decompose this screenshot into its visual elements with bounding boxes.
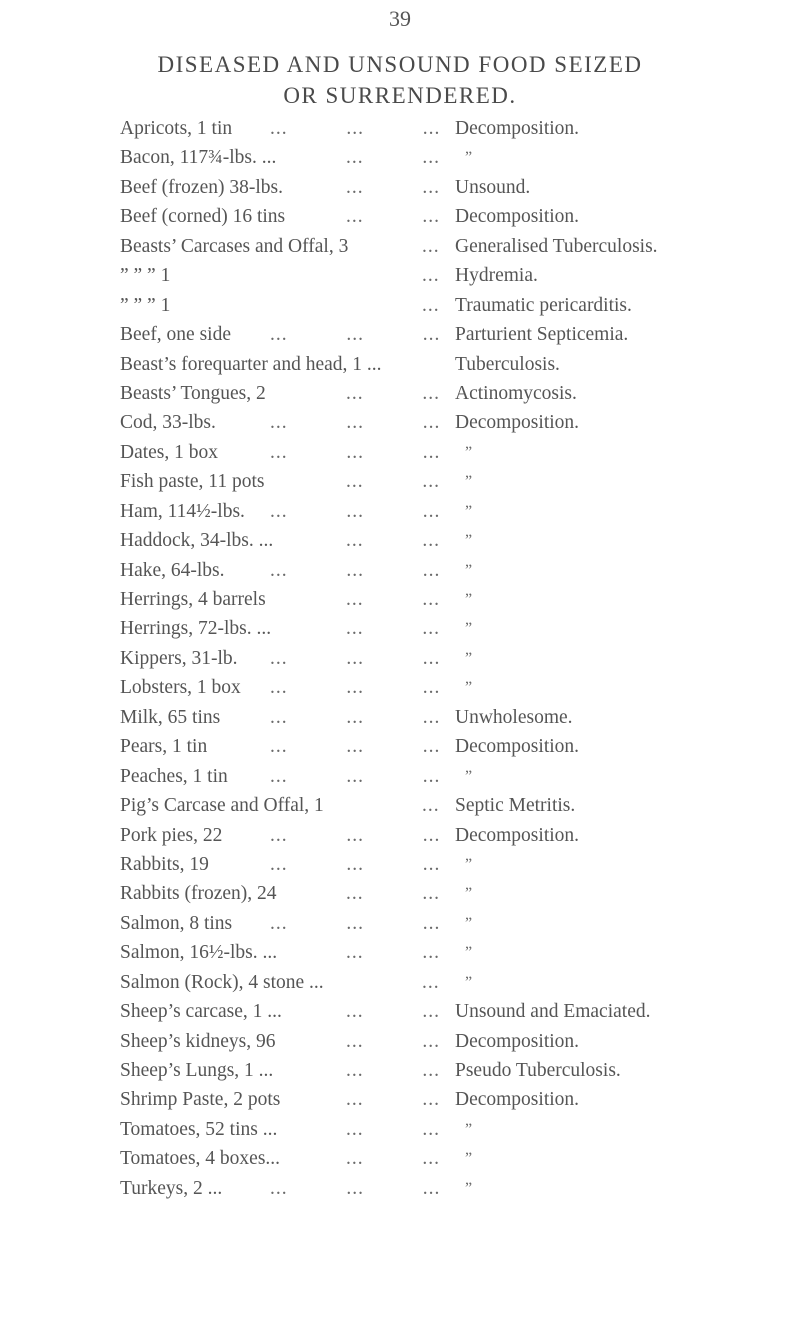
leader-dots: ... ... [346, 883, 440, 905]
leader-dots: ... ... ... [270, 736, 441, 758]
leader-dots: ... ... ... [270, 853, 441, 875]
ditto-mark: ” [465, 532, 473, 550]
list-item [0, 821, 800, 850]
list-item [0, 673, 800, 702]
food-item: Pork pies, 22 [120, 824, 223, 846]
list-item [0, 909, 800, 938]
condition-text: Generalised Tuberculosis. [455, 235, 658, 257]
food-item: Tomatoes, 4 boxes... [120, 1148, 281, 1170]
page-number: 39 [389, 6, 411, 31]
list-item [0, 850, 800, 879]
ditto-mark: ” [465, 1150, 473, 1168]
leader-dots: ... ... ... [270, 824, 441, 846]
condition-text: Hydremia. [455, 265, 538, 287]
leader-dots: ... [422, 971, 440, 993]
ditto-mark: ” [465, 1120, 473, 1138]
food-item: Beast’s forequarter and head, 1 ... [120, 353, 382, 375]
list-item [0, 1174, 800, 1203]
list-item [0, 526, 800, 555]
list-item [0, 585, 800, 614]
leader-dots: ... ... ... [270, 1177, 441, 1199]
food-item: Fish paste, 11 pots [120, 471, 265, 493]
food-item: Beef (corned) 16 tins [120, 206, 286, 228]
leader-dots: ... ... [346, 1060, 440, 1081]
leader-dots: ... ... [346, 147, 440, 169]
food-item: Sheep’s kidneys, 96 [120, 1030, 276, 1052]
condition-text: Traumatic pericarditis. [455, 294, 632, 316]
condition-text: Decomposition. [455, 824, 580, 846]
leader-dots: ... ... [346, 589, 440, 610]
food-item: Hake, 64-lbs. [120, 559, 225, 581]
list-item [0, 114, 800, 143]
leader-dots: ... ... ... [270, 118, 441, 139]
condition-text: Tuberculosis. [455, 353, 560, 375]
food-item: Rabbits (frozen), 24 [120, 883, 277, 905]
food-item: Beasts’ Tongues, 2 [120, 382, 266, 404]
list-item [0, 202, 800, 231]
leader-dots: ... ... ... [270, 559, 441, 581]
condition-text: Unwholesome. [455, 706, 573, 728]
leader-dots: ... ... ... [270, 500, 441, 522]
food-item: Peaches, 1 tin [120, 765, 228, 787]
food-item: Beasts’ Carcases and Offal, 3 [120, 235, 349, 257]
list-item [0, 614, 800, 643]
list-item [0, 350, 800, 379]
condition-text: Decomposition. [455, 206, 580, 228]
ditto-mark: ” [465, 149, 473, 167]
leader-dots: ... [422, 795, 440, 817]
food-item: Pears, 1 tin [120, 736, 208, 758]
food-item: Pig’s Carcase and Offal, 1 [120, 795, 324, 817]
list-item [0, 291, 800, 320]
food-item: Tomatoes, 52 tins ... [120, 1118, 278, 1140]
condition-text: Unsound and Emaciated. [455, 1001, 651, 1023]
leader-dots: ... [422, 294, 440, 316]
food-item: Dates, 1 box [120, 441, 219, 463]
page-title: DISEASED AND UNSOUND FOOD SEIZED [157, 52, 643, 77]
food-item: Turkeys, 2 ... [120, 1177, 223, 1199]
list-item [0, 968, 800, 997]
list-item [0, 1056, 800, 1085]
condition-text: Septic Metritis. [455, 795, 576, 817]
food-item: Kippers, 31-lb. [120, 647, 238, 669]
food-item: Herrings, 4 barrels [120, 589, 266, 610]
list-item [0, 556, 800, 585]
condition-text: Actinomycosis. [455, 382, 577, 404]
leader-dots: ... ... ... [270, 324, 441, 346]
leader-dots: ... [422, 265, 440, 287]
ditto-mark: ” [465, 620, 473, 638]
seizure-list [0, 114, 800, 1203]
list-item [0, 408, 800, 437]
list-item [0, 938, 800, 967]
list-item [0, 791, 800, 820]
leader-dots: ... ... ... [270, 706, 441, 728]
leader-dots: ... ... [346, 1001, 440, 1023]
ditto-mark: ” [465, 1179, 473, 1197]
list-item [0, 320, 800, 349]
food-item: Salmon (Rock), 4 stone ... [120, 971, 324, 993]
ditto-mark: ” [465, 591, 473, 608]
ditto-mark: ” [465, 855, 473, 873]
leader-dots: ... ... [346, 1148, 440, 1170]
ditto-mark: ” [465, 767, 473, 785]
leader-dots: ... ... ... [270, 912, 441, 934]
leader-dots: ... ... ... [270, 677, 441, 699]
food-item: Beef, one side [120, 324, 232, 346]
ditto-mark: ” [465, 443, 473, 461]
condition-text: Decomposition. [455, 1089, 580, 1111]
condition-text: Parturient Septicemia. [455, 324, 629, 346]
list-item [0, 173, 800, 202]
condition-text: Pseudo Tuberculosis. [455, 1060, 621, 1081]
food-item: Sheep’s Lungs, 1 ... [120, 1060, 274, 1081]
food-item: ” ” ” 1 [120, 294, 171, 316]
food-item: Salmon, 8 tins [120, 912, 233, 934]
list-item [0, 1115, 800, 1144]
list-item [0, 261, 800, 290]
leader-dots: ... ... [346, 176, 440, 198]
food-item: Bacon, 117¾-lbs. ... [120, 147, 277, 169]
list-item [0, 732, 800, 761]
food-item: Ham, 114½-lbs. [120, 500, 245, 522]
list-item [0, 1085, 800, 1114]
food-item: Milk, 65 tins [120, 706, 221, 728]
leader-dots: ... ... [346, 206, 440, 228]
food-item: Shrimp Paste, 2 pots [120, 1089, 281, 1111]
food-item: Sheep’s carcase, 1 ... [120, 1001, 282, 1023]
list-item [0, 467, 800, 496]
food-item: Rabbits, 19 [120, 853, 209, 875]
leader-dots: ... ... ... [270, 647, 441, 669]
list-item [0, 1144, 800, 1173]
list-item [0, 703, 800, 732]
leader-dots: ... ... [346, 1089, 440, 1111]
list-item [0, 762, 800, 791]
ditto-mark: ” [465, 473, 473, 491]
list-item [0, 879, 800, 908]
leader-dots: ... ... ... [270, 441, 441, 463]
list-item [0, 379, 800, 408]
leader-dots: ... ... ... [270, 412, 441, 434]
ditto-mark: ” [465, 944, 473, 962]
list-item [0, 644, 800, 673]
condition-text: Decomposition. [455, 412, 580, 434]
ditto-mark: ” [465, 561, 473, 579]
food-item: Lobsters, 1 box [120, 677, 241, 699]
ditto-mark: ” [465, 973, 473, 991]
ditto-mark: ” [465, 502, 473, 520]
page-subtitle: OR SURRENDERED. [283, 83, 517, 108]
food-item: Herrings, 72-lbs. ... [120, 618, 272, 640]
ditto-mark: ” [465, 649, 473, 667]
food-item: Beef (frozen) 38-lbs. [120, 176, 283, 198]
leader-dots: ... [422, 235, 440, 257]
list-item [0, 438, 800, 467]
ditto-mark: ” [465, 885, 473, 903]
list-item [0, 1027, 800, 1056]
leader-dots: ... ... ... [270, 765, 441, 787]
food-item: Cod, 33-lbs. [120, 412, 216, 434]
list-item [0, 143, 800, 172]
list-item [0, 497, 800, 526]
food-item: ” ” ” 1 [120, 265, 171, 287]
leader-dots: ... ... [346, 1030, 440, 1052]
condition-text: Decomposition. [455, 736, 580, 758]
food-item: Haddock, 34-lbs. ... [120, 530, 274, 552]
ditto-mark: ” [465, 679, 473, 697]
leader-dots: ... ... [346, 618, 440, 640]
food-item: Apricots, 1 tin [120, 118, 233, 139]
food-item: Salmon, 16½-lbs. ... [120, 942, 278, 964]
leader-dots: ... ... [346, 471, 440, 493]
leader-dots: ... ... [346, 1118, 440, 1140]
condition-text: Unsound. [455, 176, 531, 198]
leader-dots: ... ... [346, 382, 440, 404]
ditto-mark: ” [465, 914, 473, 932]
list-item [0, 232, 800, 261]
condition-text: Decomposition. [455, 118, 580, 139]
leader-dots: ... ... [346, 530, 440, 552]
list-item [0, 997, 800, 1026]
condition-text: Decomposition. [455, 1030, 580, 1052]
leader-dots: ... ... [346, 942, 440, 964]
